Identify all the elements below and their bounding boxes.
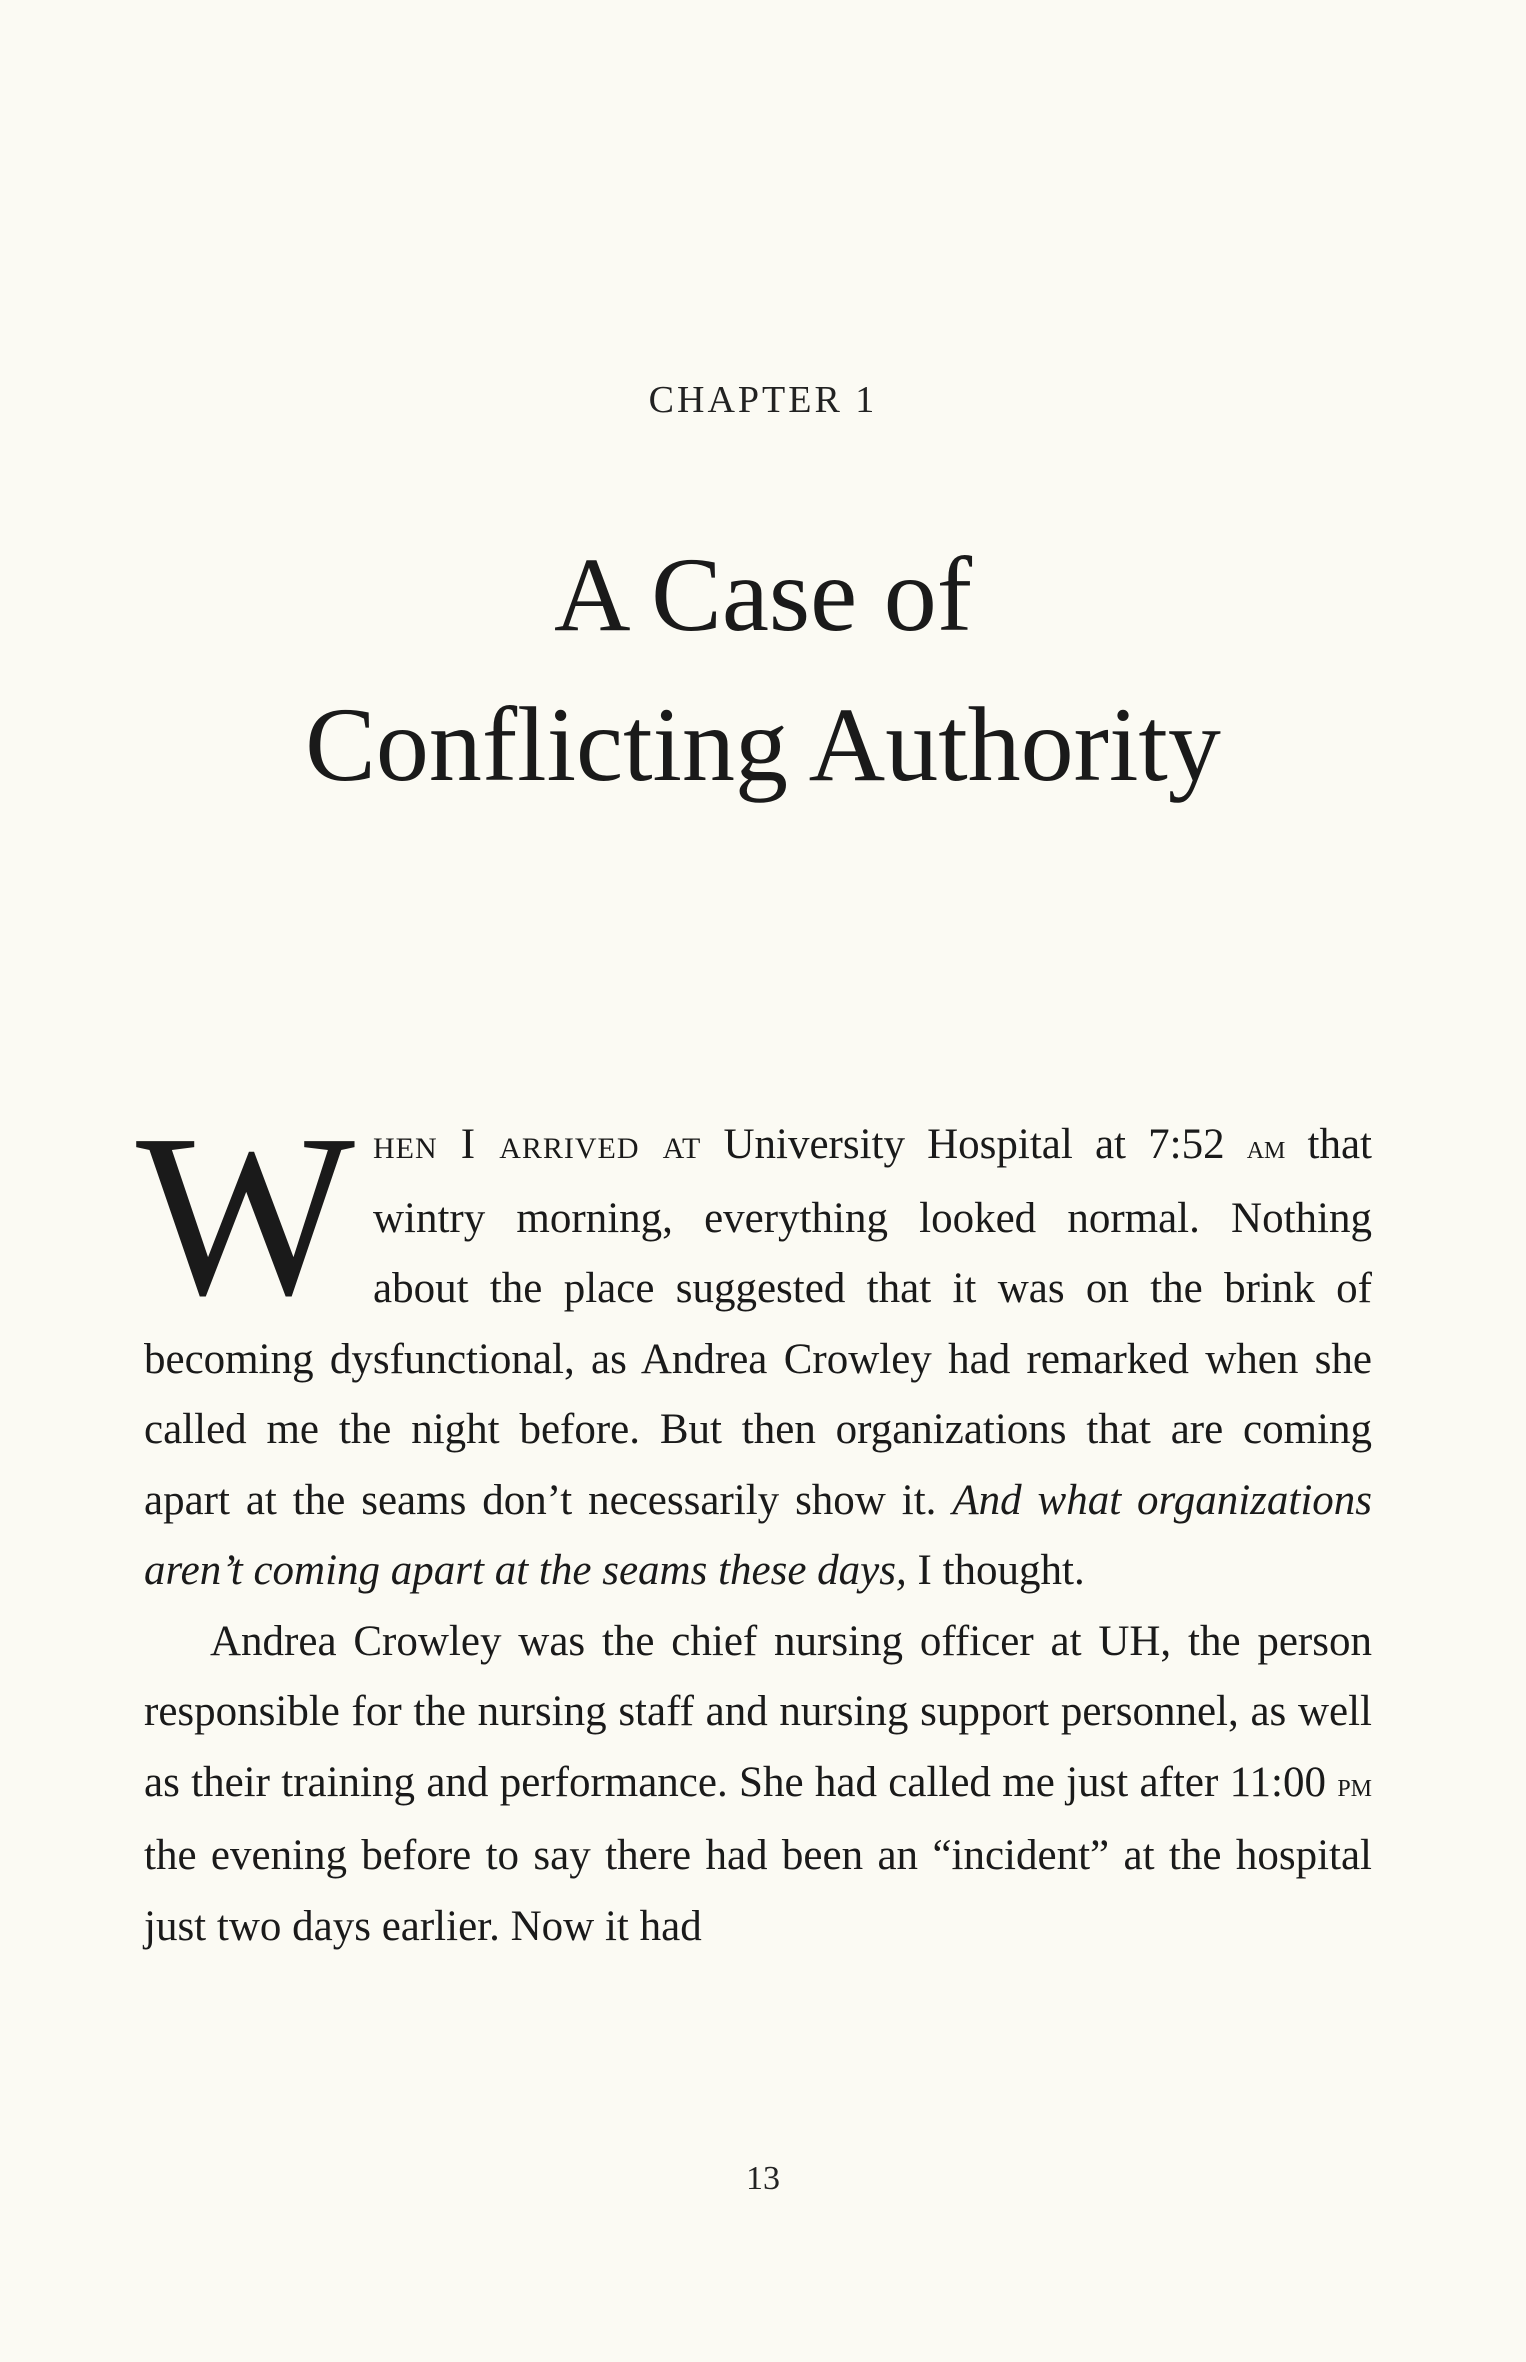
am-marker: am <box>1246 1129 1286 1166</box>
paragraph-1-text-c: I thought. <box>906 1547 1085 1594</box>
page-number: 13 <box>746 2160 780 2197</box>
paragraph-1 <box>136 1087 1373 1607</box>
chapter-title-line-2: Conflicting Authority <box>305 686 1221 803</box>
pm-marker: pm <box>1337 1766 1372 1804</box>
paragraph-1-text-b: that wintry morning, everything looked normal. Nothing about the place suggested that it was on the brink of becoming dysfunctional, as Andrea Crowley had remarked when she called me the night before. But then organizations that are coming apart at the seams don’t necessarily show it. <box>144 1121 1372 1524</box>
paragraph-1-italic: And what organizations aren’t coming apart at the seams these days, <box>144 1476 1373 1594</box>
chapter-label: CHAPTER 1 <box>648 379 878 421</box>
chapter-title-line-1: A Case of <box>553 536 973 653</box>
paragraph-1-text-a: University Hospital at 7:52 <box>701 1121 1247 1168</box>
body-text <box>136 1087 1373 1962</box>
drop-cap: W <box>136 1087 355 1344</box>
lead-in-small-caps: hen I arrived at <box>372 1121 702 1168</box>
paragraph-2-text-a: Andrea Crowley was the chief nursing officer at UH, the person responsible for the nursing staff and nursing support personnel, as well as their training and performance. She had called me just after 11:00 <box>144 1617 1372 1806</box>
paragraph-2-text-b: the evening before to say there had been an “incident” at the hospital just two days earlier. Now it had <box>144 1832 1372 1950</box>
paragraph-2 <box>144 1607 1372 1963</box>
chapter-title <box>0 520 1526 820</box>
